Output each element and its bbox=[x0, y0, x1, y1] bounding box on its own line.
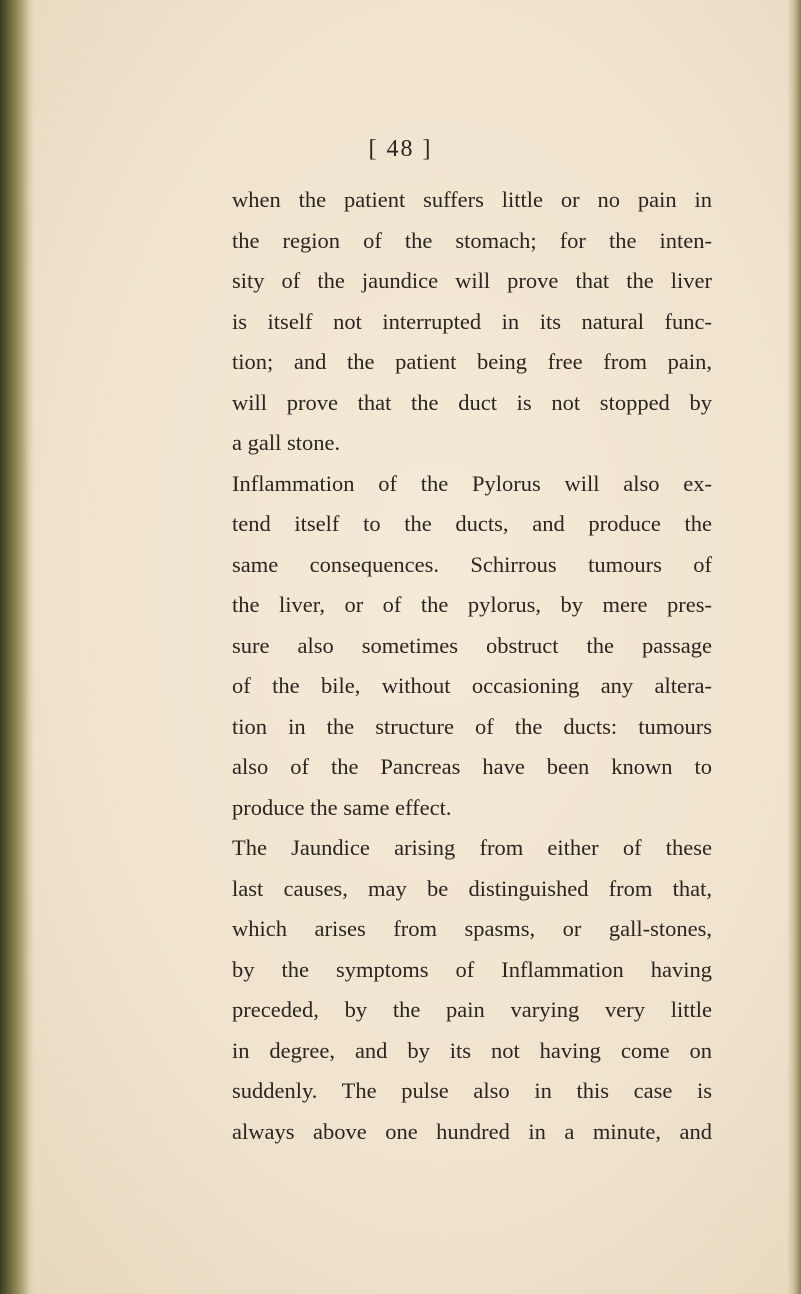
text-line: sity of the jaundice will prove that the liver bbox=[232, 268, 712, 293]
text-line: the liver, or of the pylorus, by mere pres- bbox=[232, 592, 712, 617]
body-text bbox=[232, 180, 712, 1152]
text-line: preceded, by the pain varying very little bbox=[232, 997, 712, 1022]
text-line: which arises from spasms, or gall-stones, bbox=[232, 916, 712, 941]
text-line: same consequences. Schirrous tumours of bbox=[232, 551, 712, 577]
text-line: a gall stone. bbox=[232, 430, 341, 455]
text-line: suddenly. The pulse also in this case is bbox=[232, 1078, 712, 1103]
text-line: last causes, may be distinguished from that, bbox=[232, 875, 712, 901]
page-right-edge bbox=[787, 0, 801, 1294]
text-line: of the bile, without occasioning any altera- bbox=[232, 673, 712, 698]
text-line: will prove that the duct is not stopped by bbox=[232, 389, 712, 415]
text-line: tion; and the patient being free from pain, bbox=[232, 349, 712, 374]
page-number: [ 48 ] bbox=[368, 136, 433, 162]
text-line: by the symptoms of Inflammation having bbox=[232, 956, 712, 982]
book-binding-edge bbox=[0, 0, 34, 1294]
text-line: the region of the stomach; for the inten- bbox=[232, 227, 712, 253]
text-line: tion in the structure of the ducts: tumours bbox=[232, 713, 712, 739]
text-line: tend itself to the ducts, and produce the bbox=[232, 511, 712, 536]
text-line: produce the same effect. bbox=[232, 794, 452, 820]
text-line: Inflammation of the Pylorus will also ex- bbox=[232, 470, 712, 496]
text-line: also of the Pancreas have been known to bbox=[232, 754, 712, 779]
text-line: The Jaundice arising from either of these bbox=[232, 835, 712, 860]
text-line: in degree, and by its not having come on bbox=[232, 1037, 712, 1063]
text-line: is itself not interrupted in its natural func- bbox=[232, 308, 712, 334]
text-line: always above one hundred in a minute, and bbox=[232, 1118, 712, 1144]
text-line: when the patient suffers little or no pain in bbox=[232, 187, 712, 212]
text-line: sure also sometimes obstruct the passage bbox=[232, 632, 712, 658]
